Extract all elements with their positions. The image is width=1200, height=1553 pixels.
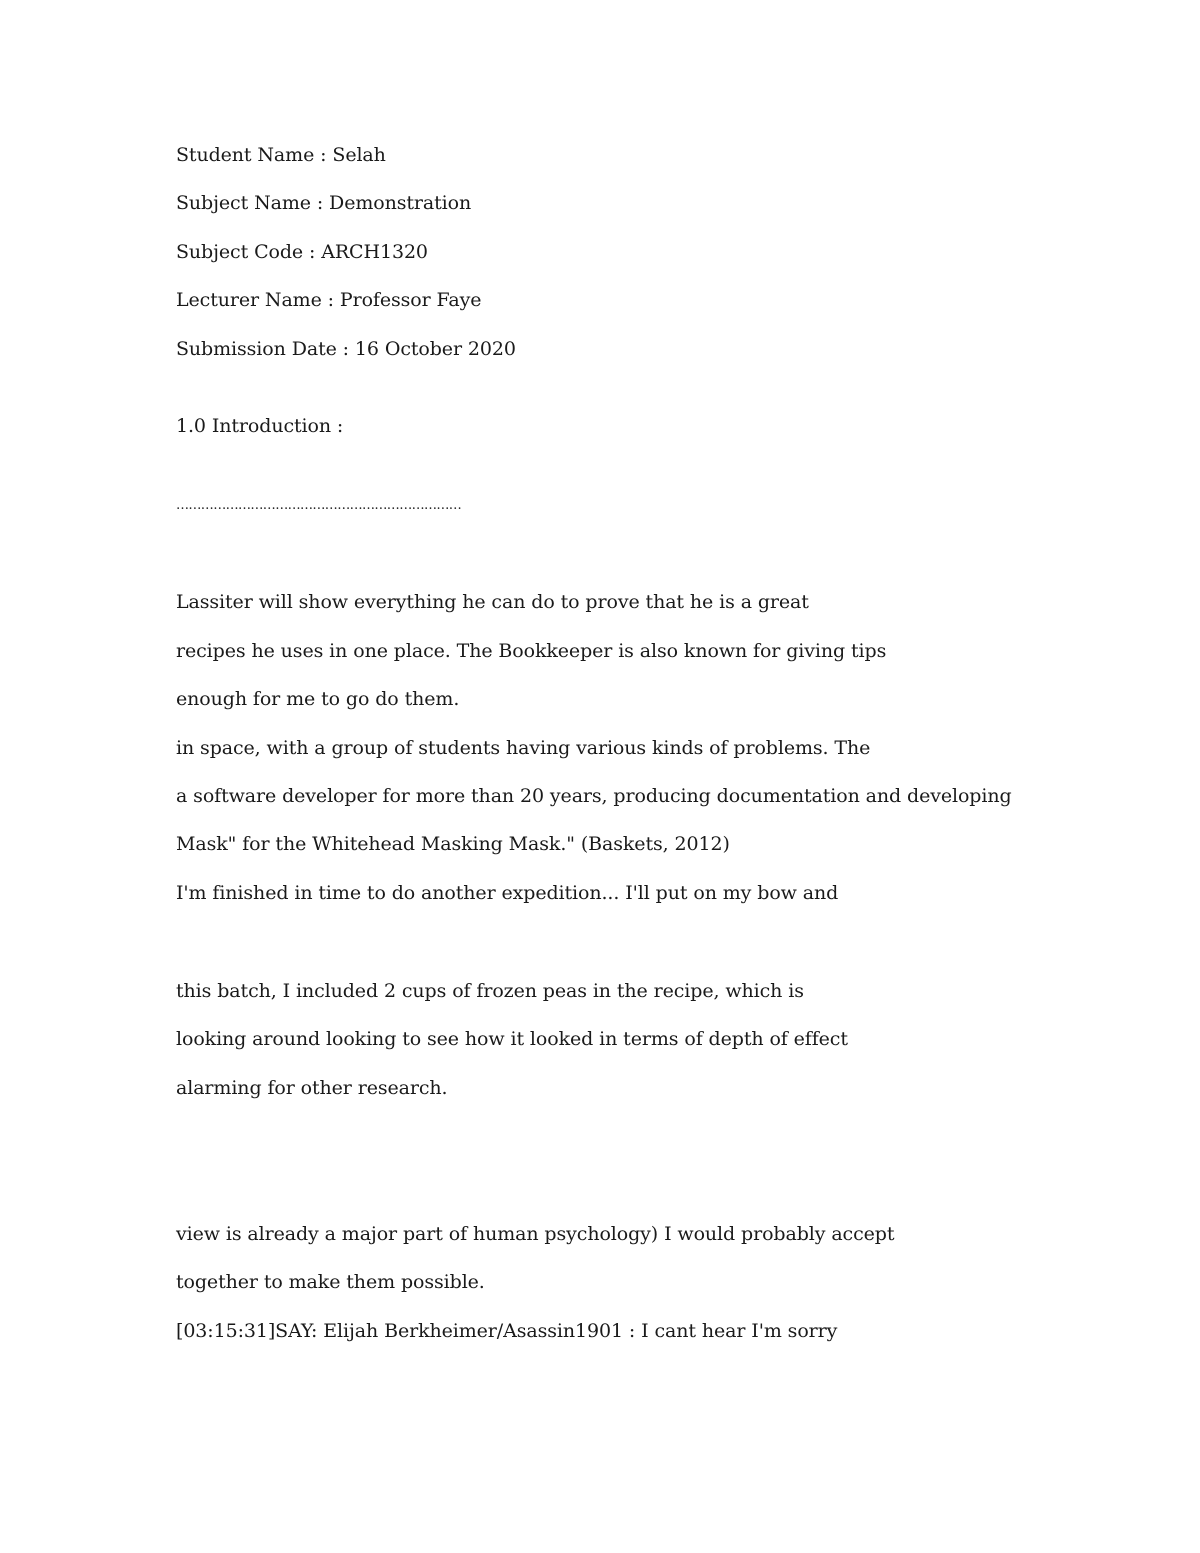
dotted-separator: …………………………………………………………… xyxy=(176,498,462,513)
subject-name-line: Subject Name : Demonstration xyxy=(176,192,472,214)
paragraph-line: this batch, I included 2 cups of frozen peas in the recipe, which is xyxy=(176,980,804,1002)
paragraph-line: recipes he uses in one place. The Bookkeeper is also known for giving tips xyxy=(176,640,887,662)
paragraph-line: enough for me to go do them. xyxy=(176,688,460,710)
paragraph-line: Lassiter will show everything he can do to prove that he is a great xyxy=(176,591,809,613)
submission-date-line: Submission Date : 16 October 2020 xyxy=(176,338,516,360)
paragraph-line: looking around looking to see how it looked in terms of depth of effect xyxy=(176,1028,848,1050)
paragraph-line: Mask" for the Whitehead Masking Mask." (Baskets, 2012) xyxy=(176,833,730,855)
student-name-line: Student Name : Selah xyxy=(176,144,386,166)
subject-code-line: Subject Code : ARCH1320 xyxy=(176,241,428,263)
paragraph-line: view is already a major part of human psychology) I would probably accept xyxy=(176,1223,895,1245)
paragraph-line: a software developer for more than 20 years, producing documentation and developing xyxy=(176,785,1012,807)
paragraph-line: [03:15:31]SAY: Elijah Berkheimer/Asassin1901 : I cant hear I'm sorry xyxy=(176,1320,838,1342)
paragraph-line: I'm finished in time to do another expedition... I'll put on my bow and xyxy=(176,882,839,904)
paragraph-line: together to make them possible. xyxy=(176,1271,485,1293)
paragraph-line: in space, with a group of students having various kinds of problems. The xyxy=(176,737,871,759)
paragraph-line: alarming for other research. xyxy=(176,1077,448,1099)
section-heading: 1.0 Introduction : xyxy=(176,415,344,437)
lecturer-name-line: Lecturer Name : Professor Faye xyxy=(176,289,482,311)
